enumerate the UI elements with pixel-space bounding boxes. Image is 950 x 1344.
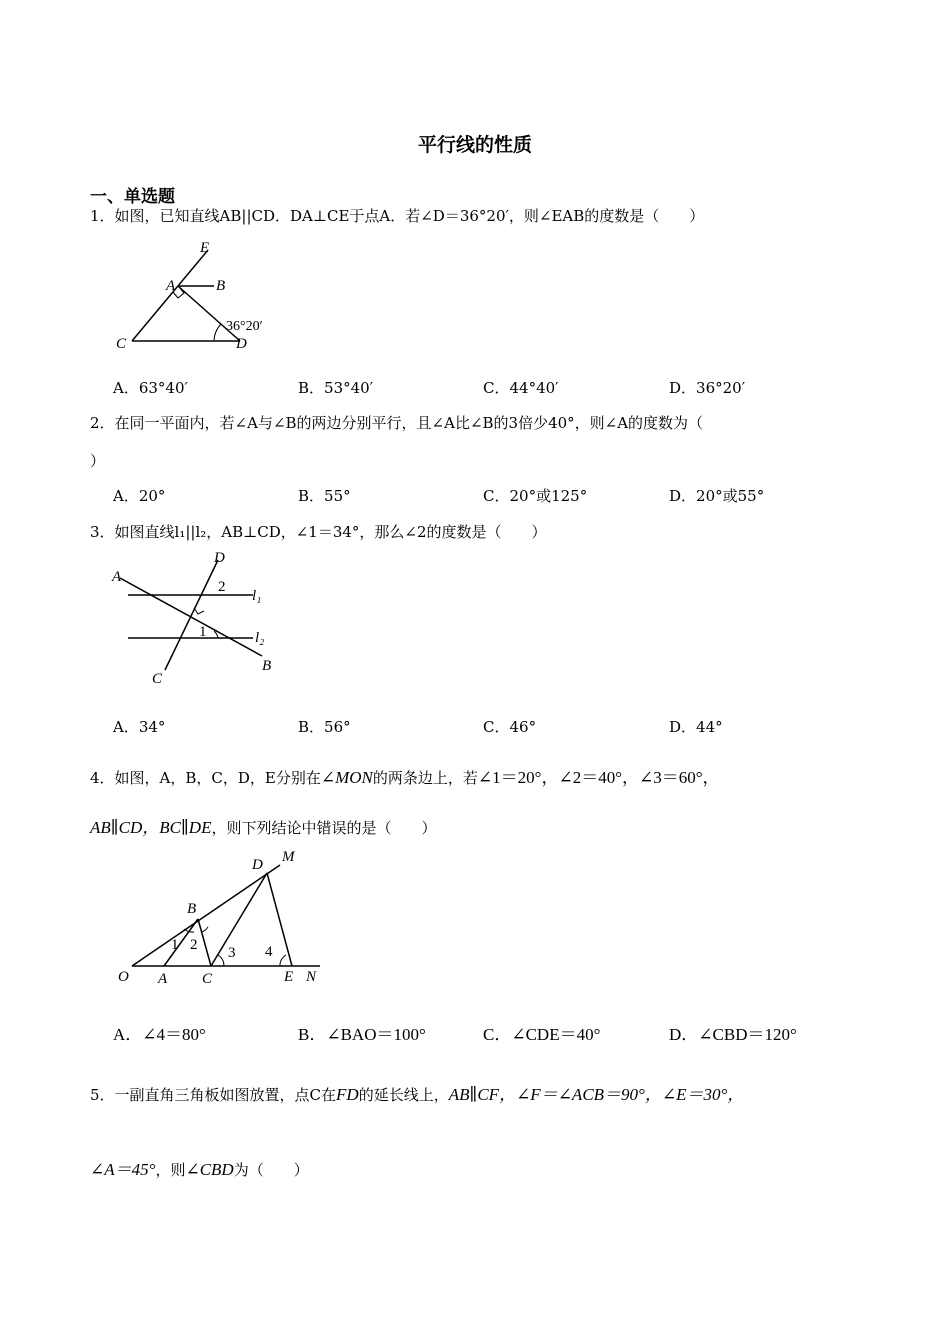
q5-text-2a: ∠A＝45° xyxy=(90,1160,156,1179)
fig1-label-b: B xyxy=(216,278,226,294)
q4-text-1b: ∠MON xyxy=(320,768,373,787)
fig3-label-a: A xyxy=(112,569,122,585)
question-5-text-line1 xyxy=(90,1080,744,1105)
fig4-label-e: E xyxy=(284,969,294,985)
q5-text-1d: AB∥CF，∠F＝∠ACB＝90°，∠E＝30°， xyxy=(448,1085,745,1104)
q5-text-2d: 为（ ） xyxy=(233,1161,309,1179)
question-3-text: 3．如图直线l₁||l₂，AB⊥CD，∠1＝34°，那么∠2的度数是（ ） xyxy=(90,523,547,541)
fig4-label-n: N xyxy=(306,969,317,985)
q1-option-a[interactable]: A．63°40′ xyxy=(113,379,188,397)
fig3-label-1: 1 xyxy=(199,624,207,640)
q2-option-d[interactable]: D．20°或55° xyxy=(669,487,765,505)
fig3-label-l2: l₂ xyxy=(255,630,265,646)
page-title: 平行线的性质 xyxy=(417,134,532,156)
question-5-text-line2 xyxy=(90,1155,309,1180)
fig4-label-2: 2 xyxy=(190,937,198,953)
fig1-label-d: D xyxy=(236,336,247,352)
q5-text-1c: 的延长线上， xyxy=(358,1086,449,1104)
fig1-label-e: E xyxy=(200,240,210,256)
q4-text-1d: ∠1＝20°，∠2＝40°，∠3＝60°， xyxy=(477,768,720,787)
q4-text-1c: 的两条边上，若 xyxy=(372,769,478,787)
fig4-label-c: C xyxy=(202,971,213,987)
q5-text-2b: ，则 xyxy=(155,1161,186,1179)
q4-text-2a: AB∥CD，BC∥DE xyxy=(90,818,212,837)
fig4-label-1: 1 xyxy=(171,937,179,953)
q4-text-2b: ，则下列结论中错误的是（ ） xyxy=(211,819,437,837)
q5-text-1b: FD xyxy=(336,1085,359,1104)
fig1-label-c: C xyxy=(116,336,127,352)
fig4-label-4: 4 xyxy=(265,944,273,960)
question-2-text-line2: ） xyxy=(90,452,106,470)
q5-text-1a: 5．一副直角三角板如图放置，点C在 xyxy=(90,1086,337,1104)
fig4-label-d: D xyxy=(252,857,263,873)
fig4-label-o: O xyxy=(118,969,129,985)
fig3-label-b: B xyxy=(262,658,272,674)
fig4-label-b: B xyxy=(187,901,197,917)
section-heading: 一、单选题 xyxy=(90,187,175,207)
fig4-label-3: 3 xyxy=(228,945,236,961)
fig1-label-a: A xyxy=(166,278,176,294)
question-4-figure xyxy=(110,843,340,993)
question-1-text: 1．如图，已知直线AB||CD．DA⊥CE于点A．若∠D＝36°20′，则∠EAB的度数是（ ） xyxy=(90,207,705,225)
question-2-text-line1: 2．在同一平面内，若∠A与∠B的两边分别平行，且∠A比∠B的3倍少40°，则∠A的度数为（ xyxy=(90,414,704,432)
q3-option-b[interactable]: B．56° xyxy=(298,718,351,736)
fig4-label-m: M xyxy=(282,849,295,865)
question-3-figure xyxy=(110,548,290,688)
q4-option-a[interactable]: A．∠4＝80° xyxy=(113,1025,206,1044)
q2-option-b[interactable]: B．55° xyxy=(298,487,351,505)
q2-option-c[interactable]: C．20°或125° xyxy=(483,487,588,505)
fig3-label-c: C xyxy=(152,671,163,687)
question-4-text-line1 xyxy=(90,763,720,788)
fig3-label-d: D xyxy=(214,550,225,566)
q1-option-b[interactable]: B．53°40′ xyxy=(298,379,374,397)
q3-option-d[interactable]: D．44° xyxy=(669,718,723,736)
q2-option-a[interactable]: A．20° xyxy=(113,487,166,505)
q5-text-2c: ∠CBD xyxy=(185,1160,234,1179)
q1-option-c[interactable]: C．44°40′ xyxy=(483,379,559,397)
fig4-label-a: A xyxy=(158,971,168,987)
q4-option-b[interactable]: B．∠BAO＝100° xyxy=(298,1025,426,1044)
q3-option-c[interactable]: C．46° xyxy=(483,718,537,736)
fig3-label-2: 2 xyxy=(218,579,226,595)
fig1-angle-label: 36°20′ xyxy=(226,319,263,334)
question-1-figure xyxy=(110,238,280,358)
fig3-label-l1: l₁ xyxy=(252,588,262,604)
q4-option-d[interactable]: D．∠CBD＝120° xyxy=(669,1025,797,1044)
q4-option-c[interactable]: C．∠CDE＝40° xyxy=(483,1025,601,1044)
q1-option-d[interactable]: D．36°20′ xyxy=(669,379,746,397)
question-4-text-line2 xyxy=(90,813,437,838)
q3-option-a[interactable]: A．34° xyxy=(113,718,166,736)
q4-text-1a: 4．如图，A，B，C，D，E分别在 xyxy=(90,769,321,787)
